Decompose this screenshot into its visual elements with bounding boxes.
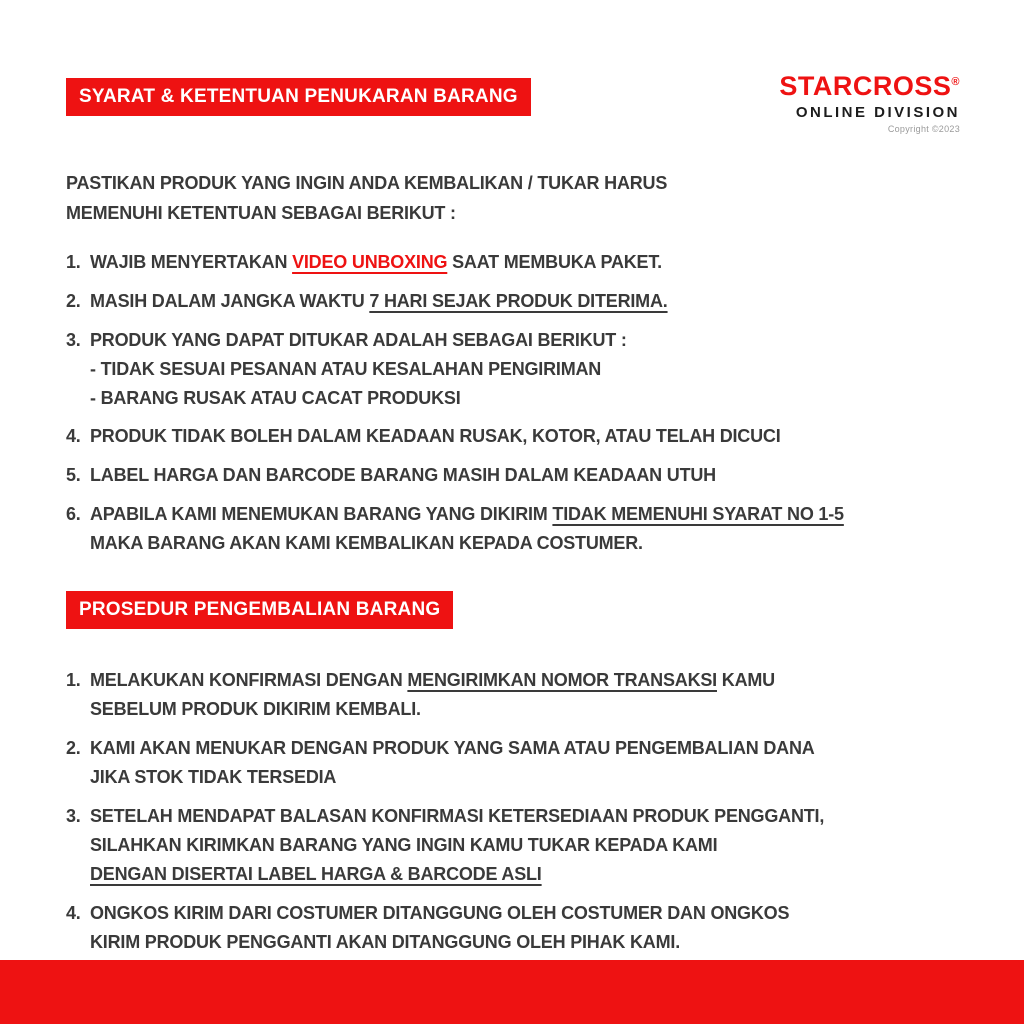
item-number: 5. <box>66 465 81 486</box>
list-item-5 <box>66 461 960 490</box>
transaction-number-highlight: MENGIRIMKAN NOMOR TRANSAKSI <box>407 670 717 691</box>
item-number: 3. <box>66 330 81 351</box>
procedure-item-1 <box>66 666 960 724</box>
item-text: ONGKOS KIRIM DARI COSTUMER DITANGGUNG OLEH COSTUMER DAN ONGKOS KIRIM PRODUK PENGGANTI AKAN DITANGGUNG OLEH PIHAK KAMI. <box>90 903 790 953</box>
list-item-3 <box>66 326 960 355</box>
item-text: PRODUK YANG DAPAT DITUKAR ADALAH SEBAGAI BERIKUT : <box>90 330 627 351</box>
section1-title: SYARAT & KETENTUAN PENUKARAN BARANG <box>79 86 518 107</box>
subitem-text: - BARANG RUSAK ATAU CACAT PRODUKSI <box>90 388 461 409</box>
subitem-text: - TIDAK SESUAI PESANAN ATAU KESALAHAN PENGIRIMAN <box>90 359 602 380</box>
list-subitem-2 <box>66 384 960 413</box>
item-text: LABEL HARGA DAN BARCODE BARANG MASIH DALAM KEADAAN UTUH <box>90 465 716 486</box>
list-item-1 <box>66 248 960 277</box>
intro-line2: MEMENUHI KETENTUAN SEBAGAI BERIKUT : <box>66 203 456 224</box>
list-item-4 <box>66 422 960 451</box>
video-unboxing-highlight: VIDEO UNBOXING <box>292 252 448 273</box>
procedure-item-3 <box>66 802 960 889</box>
item-text: SETELAH MENDAPAT BALASAN KONFIRMASI KETERSEDIAAN PRODUK PENGGANTI, SILAHKAN KIRIMKAN BARANG YANG INGIN KAMU TUKAR KEPADA KAMI DENGAN DISERTAI LABEL HARGA & BARCODE ASLI <box>90 802 960 889</box>
procedure-list <box>66 666 960 957</box>
copyright-text: Copyright ©2023 <box>887 124 960 135</box>
item-text: KAMI AKAN MENUKAR DENGAN PRODUK YANG SAMA ATAU PENGEMBALIAN DANA JIKA STOK TIDAK TERSEDIA <box>90 738 815 788</box>
item-text: WAJIB MENYERTAKAN VIDEO UNBOXING SAAT MEMBUKA PAKET. <box>90 252 662 273</box>
intro-line1: PASTIKAN PRODUK YANG INGIN ANDA KEMBALIKAN / TUKAR HARUS <box>66 173 668 194</box>
header <box>66 71 960 135</box>
section2-header <box>66 591 960 629</box>
item-text: PRODUK TIDAK BOLEH DALAM KEADAAN RUSAK, KOTOR, ATAU TELAH DICUCI <box>90 426 781 447</box>
deadline-highlight: 7 HARI SEJAK PRODUK DITERIMA. <box>369 291 668 312</box>
item-text: MELAKUKAN KONFIRMASI DENGAN MENGIRIMKAN NOMOR TRANSAKSI KAMU SEBELUM PRODUK DIKIRIM KEMBALI. <box>90 670 775 720</box>
item-number: 2. <box>66 738 81 759</box>
item-text: MASIH DALAM JANGKA WAKTU 7 HARI SEJAK PRODUK DITERIMA. <box>90 291 668 312</box>
list-item-6 <box>66 500 960 558</box>
item-number: 6. <box>66 504 81 525</box>
item-number: 4. <box>66 426 81 447</box>
label-barcode-highlight: DENGAN DISERTAI LABEL HARGA & BARCODE ASLI <box>90 864 542 885</box>
registered-mark-icon: ® <box>951 76 960 88</box>
item-number: 4. <box>66 903 81 924</box>
brand-name: STARCROSS <box>779 71 952 101</box>
item-number: 1. <box>66 670 81 691</box>
requirement-highlight: TIDAK MEMENUHI SYARAT NO 1-5 <box>552 504 844 525</box>
terms-list <box>66 248 960 558</box>
procedure-item-4 <box>66 899 960 957</box>
intro-paragraph <box>66 168 960 228</box>
item-text: APABILA KAMI MENEMUKAN BARANG YANG DIKIRIM TIDAK MEMENUHI SYARAT NO 1-5 MAKA BARANG AKAN KAMI KEMBALIKAN KEPADA COSTUMER. <box>90 504 844 554</box>
brand-wordmark <box>779 72 960 102</box>
section2-title: PROSEDUR PENGEMBALIAN BARANG <box>79 599 441 621</box>
item-number: 1. <box>66 252 81 273</box>
brand-subtitle: ONLINE DIVISION <box>795 103 960 121</box>
section2-title-banner <box>66 591 453 629</box>
item-number: 3. <box>66 806 81 827</box>
section1-title-banner <box>66 78 531 116</box>
footer-bar <box>0 960 1024 1024</box>
list-item-2 <box>66 287 960 316</box>
item-number: 2. <box>66 291 81 312</box>
procedure-item-2 <box>66 734 960 792</box>
brand-logo <box>779 72 960 135</box>
list-subitem-1 <box>66 355 960 384</box>
